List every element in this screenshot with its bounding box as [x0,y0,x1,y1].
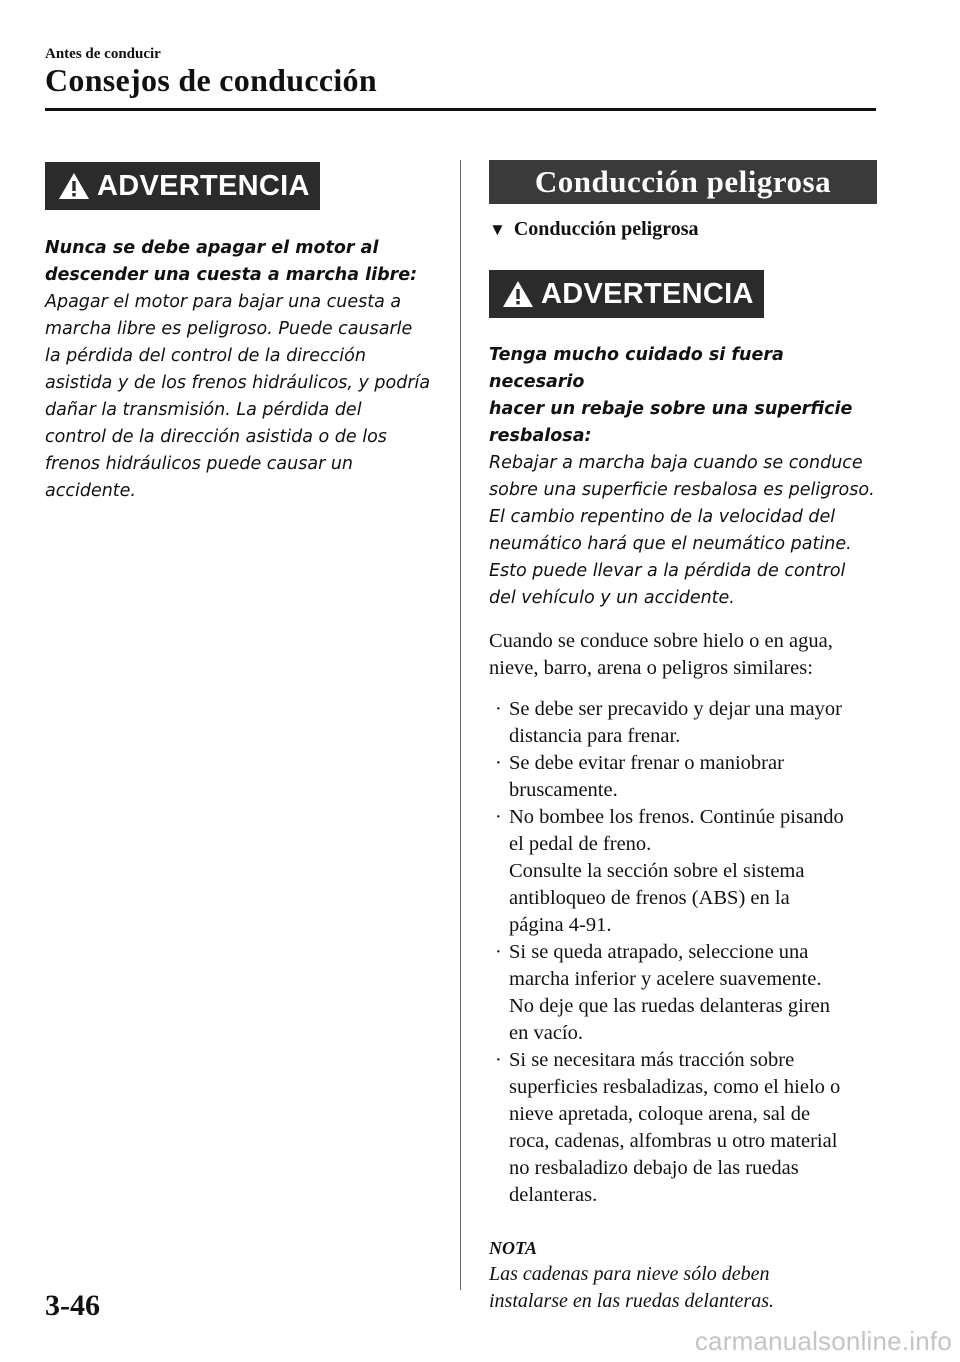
list-item-line: distancia para frenar. [509,725,681,747]
warning-label: ADVERTENCIA [541,277,754,310]
watermark: carmanualsonline.info [694,1326,952,1356]
list-item-line: página 4-91. [509,914,612,936]
warning-header-left [45,162,320,210]
warning-line: Apagar el motor para bajar una cuesta a [45,292,402,312]
list-item [489,1047,877,1209]
note-line: instalarse en las ruedas delanteras. [489,1290,774,1312]
note-text [489,1261,877,1315]
left-column [45,162,440,505]
intro-paragraph [489,628,877,682]
warning-bold-line: hacer un rebaje sobre una superficie [489,399,853,419]
warning-line: asistida y de los frenos hidráulicos, y podría [45,373,431,393]
warning-triangle-icon [501,279,535,309]
intro-line: nieve, barro, arena o peligros similares: [489,657,813,679]
list-item-line: antibloqueo de frenos (ABS) en la [509,887,790,909]
list-item-line: nieve apretada, coloque arena, sal de [509,1103,811,1125]
warning-bold-line: resbalosa: [489,426,592,446]
sub-heading [489,218,877,241]
warning-bold-line: Nunca se debe apagar el motor al [45,238,379,258]
warning-line: marcha libre es peligroso. Puede causarle [45,319,413,339]
header-rule [45,108,876,111]
list-item-line: roca, cadenas, alfombras u otro material [509,1130,838,1152]
list-item-line: Se debe evitar frenar o maniobrar [509,752,784,774]
warning-line: sobre una superficie resbalosa es peligroso. [489,480,875,500]
warning-line: frenos hidráulicos puede causar un [45,454,354,474]
list-item-line: superficies resbaladizas, como el hielo o [509,1076,841,1098]
section-banner: Conducción peligrosa [489,160,877,204]
bullet-dot-icon: · [495,806,502,828]
down-triangle-icon: ▼ [489,219,506,239]
note-line: Las cadenas para nieve sólo deben [489,1263,770,1285]
bullet-dot-icon: · [495,698,502,720]
sub-heading-text: Conducción peligrosa [513,218,699,240]
intro-line: Cuando se conduce sobre hielo o en agua, [489,630,833,652]
list-item-line: No bombee los frenos. Continúe pisando [509,806,844,828]
warning-text-right [489,342,877,612]
warning-line: neumático hará que el neumático patine. [489,534,852,554]
warning-header-right [489,270,764,318]
list-item-line: no resbaladizo debajo de las ruedas [509,1157,799,1179]
list-item-line: Si se queda atrapado, seleccione una [509,941,809,963]
warning-line: dañar la transmisión. La pérdida del [45,400,362,420]
warning-line: El cambio repentino de la velocidad del [489,507,836,527]
list-item-line: Si se necesitara más tracción sobre [509,1049,795,1071]
warning-label: ADVERTENCIA [97,169,310,202]
warning-text-left [45,235,440,505]
list-item-line: marcha inferior y acelere suavemente. [509,968,822,990]
list-item-line: bruscamente. [509,779,618,801]
warning-bold-line: descender una cuesta a marcha libre: [45,265,418,285]
list-item [489,804,877,939]
warning-line: Esto puede llevar a la pérdida de control [489,561,846,581]
section-label: Antes de conducir [45,46,161,62]
list-item-line: en vacío. [509,1022,583,1044]
list-item [489,696,877,750]
bullet-dot-icon: · [495,1049,502,1071]
page-title: Consejos de conducción [45,62,377,98]
bullet-dot-icon: · [495,752,502,774]
warning-line: del vehículo y un accidente. [489,588,735,608]
warning-triangle-icon [57,171,91,201]
bullet-list [489,696,877,1209]
column-divider [460,160,461,1290]
warning-line: Rebajar a marcha baja cuando se conduce [489,453,863,473]
list-item-line: Se debe ser precavido y dejar una mayor [509,698,842,720]
list-item-line: el pedal de freno. [509,833,652,855]
list-item-line: Consulte la sección sobre el sistema [509,860,805,882]
note-label: NOTA [489,1238,538,1258]
right-column [489,160,877,1315]
warning-line: la pérdida del control de la dirección [45,346,366,366]
list-item-line: delanteras. [509,1184,598,1206]
list-item-line: No deje que las ruedas delanteras giren [509,995,831,1017]
bullet-dot-icon: · [495,941,502,963]
warning-line: control de la dirección asistida o de los [45,427,387,447]
list-item [489,750,877,804]
warning-bold-line: Tenga mucho cuidado si fuera necesario [489,345,784,392]
list-item [489,939,877,1047]
page-number: 3-46 [45,1289,100,1322]
warning-line: accidente. [45,481,136,501]
